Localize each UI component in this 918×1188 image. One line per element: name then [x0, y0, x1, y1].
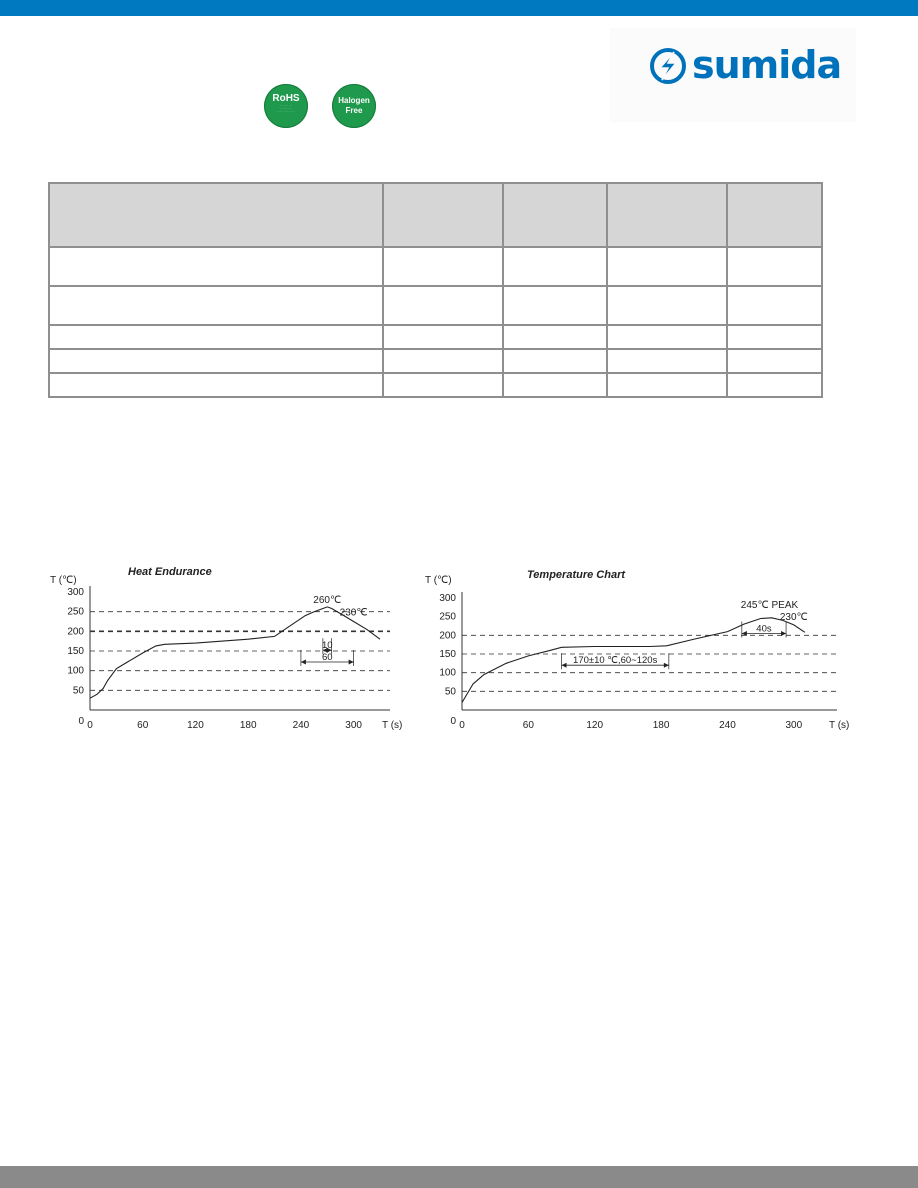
table-row: [49, 286, 822, 325]
table-header-row: [49, 183, 822, 247]
x-tick-label: 60: [522, 720, 534, 731]
table-cell: [607, 183, 727, 247]
x-tick-label: 180: [239, 720, 257, 731]
x-axis-label: T (s): [829, 720, 850, 731]
table-cell: [49, 183, 383, 247]
y-tick-label: 200: [67, 626, 84, 638]
table-row: [49, 247, 822, 286]
table-cell: [727, 183, 822, 247]
heat-endurance-chart: [40, 560, 410, 740]
table-cell: [503, 325, 607, 349]
sumida-emblem-icon: [648, 46, 688, 86]
table-cell: [727, 286, 822, 325]
temperature-chart: [415, 565, 850, 745]
y-tick-label: 100: [439, 667, 456, 679]
halogen-free-badge: [332, 84, 376, 128]
annotation-label: 260℃: [313, 594, 342, 606]
x-tick-label: 0: [87, 720, 93, 731]
sumida-wordmark: sumida: [692, 43, 842, 87]
y-tick-label: 150: [67, 646, 84, 657]
spec-table: [48, 182, 823, 398]
rohs-badge: [264, 84, 308, 128]
y-axis-label: T (℃): [50, 575, 77, 586]
dimension-arrow: [664, 663, 669, 668]
table-cell: [607, 373, 727, 397]
x-tick-label: 120: [586, 720, 604, 731]
table-cell: [727, 325, 822, 349]
table-cell: [503, 286, 607, 325]
y-axis-label: T (℃): [425, 575, 452, 586]
x-axis-label: T (s): [382, 720, 403, 731]
rohs-fine-print: ··· ···· ···: [280, 103, 292, 107]
y-tick-label: 300: [439, 593, 456, 604]
top-color-bar: [0, 0, 918, 16]
y-tick-label: 150: [439, 649, 456, 660]
rohs-fine-print: ·· ····· ····: [279, 106, 293, 110]
series-line: [90, 607, 380, 698]
halogen-label-line1: Halogen: [338, 96, 370, 105]
table-cell: [503, 373, 607, 397]
table-cell: [727, 373, 822, 397]
table-cell: [383, 325, 503, 349]
table-row: [49, 373, 822, 397]
y-tick-label: 0: [78, 716, 84, 727]
table-cell: [607, 349, 727, 373]
table-cell: [503, 247, 607, 286]
table-cell: [49, 325, 383, 349]
table-cell: [607, 325, 727, 349]
rohs-label: RoHS: [272, 93, 300, 104]
annotation-label: 40s: [756, 623, 772, 635]
dimension-arrow: [349, 660, 354, 665]
x-tick-label: 300: [345, 720, 362, 731]
table-cell: [383, 286, 503, 325]
chart-title: Temperature Chart: [527, 569, 626, 581]
rohs-fine-print: ······ ····· ·····: [277, 109, 295, 113]
y-tick-label: 250: [439, 611, 456, 623]
table-cell: [49, 349, 383, 373]
table-cell: [49, 373, 383, 397]
bottom-color-bar: [0, 1166, 918, 1188]
x-tick-label: 60: [137, 720, 149, 731]
annotation-label: 170±10 ℃,60~120s: [573, 655, 658, 667]
annotation-label: 10: [321, 640, 333, 652]
x-tick-label: 300: [785, 720, 803, 731]
table-cell: [383, 247, 503, 286]
table-row: [49, 349, 822, 373]
y-tick-label: 50: [444, 686, 456, 698]
y-tick-label: 100: [67, 665, 84, 677]
table-cell: [727, 247, 822, 286]
x-tick-label: 240: [292, 720, 310, 731]
y-tick-label: 300: [67, 587, 84, 598]
y-tick-label: 200: [439, 630, 456, 642]
y-tick-label: 0: [450, 716, 456, 727]
table-cell: [503, 349, 607, 373]
y-tick-label: 250: [67, 606, 84, 618]
chart-title: Heat Endurance: [128, 566, 212, 578]
y-tick-label: 50: [72, 685, 84, 697]
table-cell: [607, 247, 727, 286]
table-cell: [607, 286, 727, 325]
dimension-arrow: [301, 660, 306, 665]
dimension-arrow: [781, 631, 786, 636]
annotation-label: 230℃: [779, 612, 808, 624]
x-tick-label: 120: [187, 720, 204, 731]
table-cell: [383, 373, 503, 397]
table-cell: [503, 183, 607, 247]
x-tick-label: 240: [719, 720, 736, 731]
annotation-label: 245℃ PEAK: [740, 600, 799, 612]
table-cell: [727, 349, 822, 373]
x-tick-label: 180: [652, 720, 670, 731]
table-cell: [49, 247, 383, 286]
table-cell: [383, 183, 503, 247]
table-row: [49, 325, 822, 349]
table-cell: [383, 349, 503, 373]
halogen-label-line2: Free: [345, 106, 363, 115]
annotation-label: 60: [321, 652, 333, 664]
annotation-label: 230℃: [339, 607, 368, 619]
table-cell: [49, 286, 383, 325]
dimension-arrow: [562, 663, 567, 668]
sumida-logo: [610, 28, 856, 122]
x-tick-label: 0: [459, 720, 465, 731]
